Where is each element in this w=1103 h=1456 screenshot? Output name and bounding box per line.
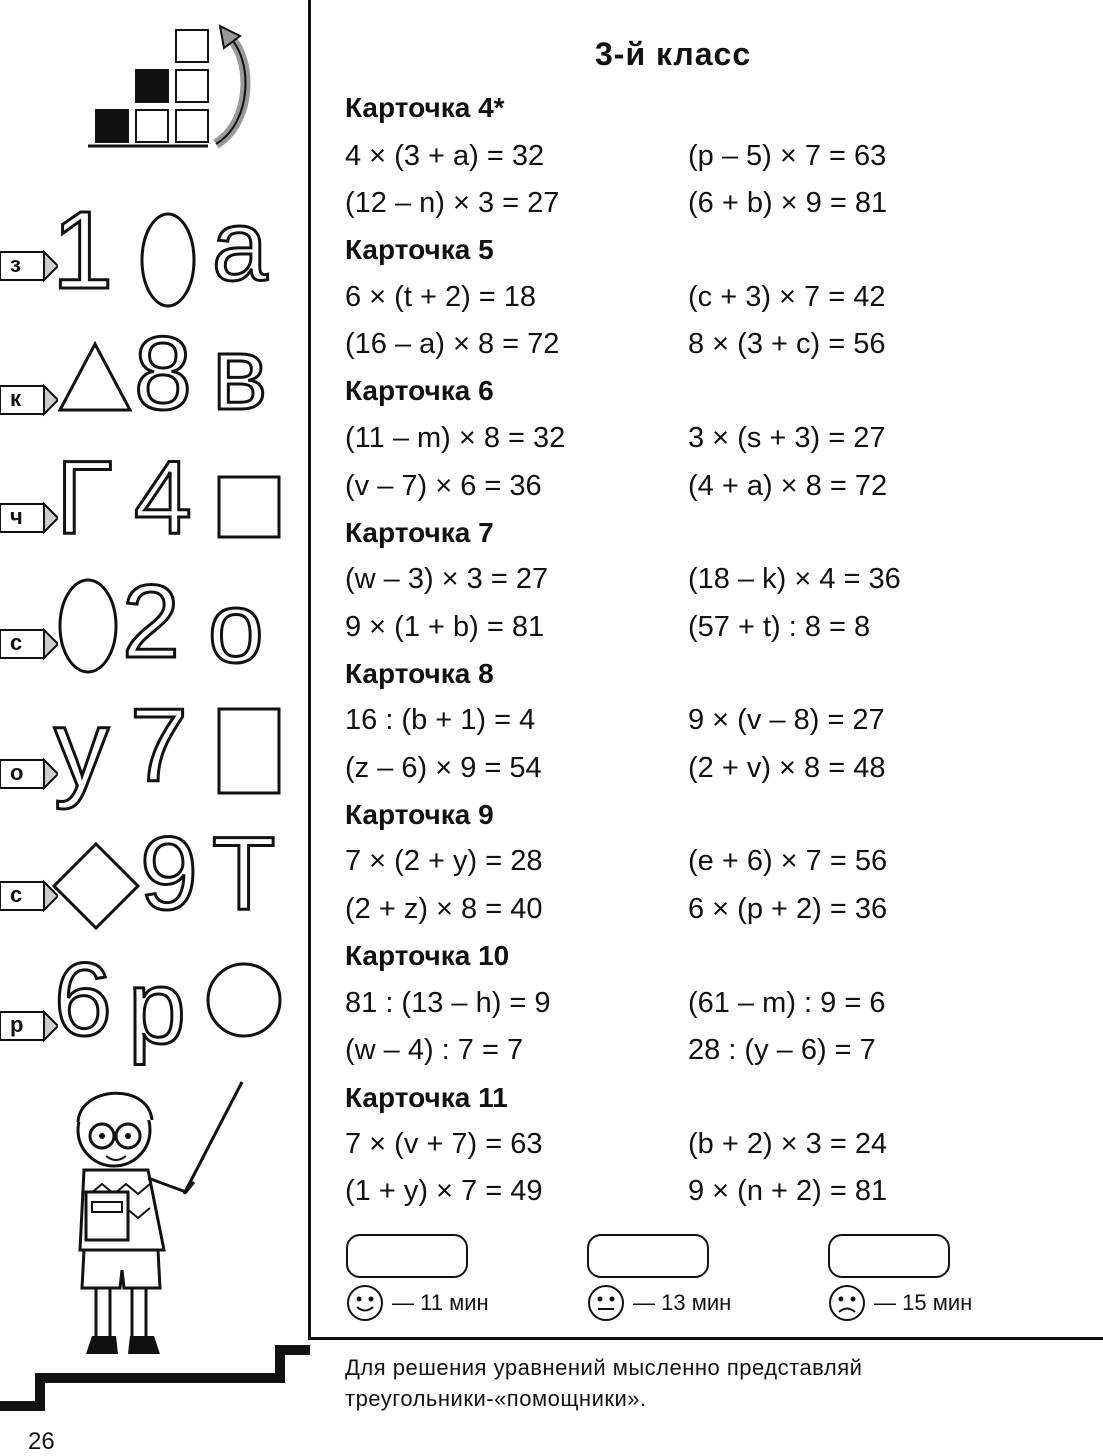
answer-box[interactable] [587,1234,709,1278]
outline-digit-7: 7 [130,688,188,804]
card-title: Карточка 8 [345,658,494,689]
equation: 9 × (1 + b) = 81 [345,611,545,643]
left-decorative-column [0,0,310,1454]
equation: (w – 3) × 3 = 27 [345,563,549,595]
equation: 81 : (13 – h) = 9 [345,987,551,1019]
card-title: Карточка 9 [345,799,494,830]
triangle-shape-icon [56,340,134,414]
equation: (c + 3) × 7 = 42 [688,281,886,313]
pencil-icon [0,626,58,662]
equation: 7 × (v + 7) = 63 [345,1128,543,1160]
page-title: 3-й класс [595,36,752,72]
card-title: Карточка 6 [345,375,494,406]
equation: (e + 6) × 7 = 56 [688,845,888,877]
equation: (57 + t) : 8 = 8 [688,611,871,643]
diamond-shape-icon [50,840,142,932]
equation: (b + 2) × 3 = 24 [688,1128,888,1160]
equation: 6 × (t + 2) = 18 [345,281,537,313]
pencil-icon [0,248,58,284]
equation: (4 + a) × 8 = 72 [688,470,888,502]
timer-label: — 13 мин [633,1290,732,1315]
equation: (2 + v) × 8 = 48 [688,752,886,784]
outline-letter-t: Т [212,816,276,932]
boy-teacher-illustration-icon [56,1074,256,1374]
equation: 28 : (y – 6) = 7 [688,1034,876,1066]
outline-letter-a: а [212,190,268,302]
outline-digit-1: 1 [52,189,114,312]
equation: (11 – m) × 8 = 32 [345,422,566,454]
equation: (v – 7) × 6 = 36 [345,470,542,502]
page-number: 26 [28,1428,55,1455]
outline-letter-u: у [54,687,109,810]
oval-shape-icon [138,210,198,310]
pencil-letter: ч [10,504,23,529]
square-shape-icon [216,474,282,540]
sad-face-icon [828,1284,866,1322]
outline-letter-g: Г [56,440,113,556]
equation: (p – 5) × 7 = 63 [688,140,887,172]
happy-face-icon [346,1284,384,1322]
pencil-letter: р [10,1012,24,1037]
footer-line: Для решения уравнений мысленно представляй [345,1355,863,1380]
equation: (61 – m) : 9 = 6 [688,987,886,1019]
equation: 9 × (n + 2) = 81 [688,1175,888,1207]
equation: 7 × (2 + y) = 28 [345,845,543,877]
equation: (w – 4) : 7 = 7 [345,1034,524,1066]
stair-steps-decoration [0,1336,312,1416]
footer-divider-horizontal [308,1337,1103,1340]
column-divider-vertical [308,0,311,1340]
equation: 6 × (p + 2) = 36 [688,893,888,925]
neutral-face-icon [587,1284,625,1322]
pencil-icon [0,756,58,792]
equation: (12 – n) × 3 = 27 [345,187,560,219]
equation: (1 + y) × 7 = 49 [345,1175,543,1207]
pencil-icon [0,382,58,418]
card-title: Карточка 11 [345,1082,508,1113]
stairs-blocks-logo-icon [88,22,258,152]
card-title: Карточка 5 [345,234,494,265]
equation: (z – 6) × 9 = 54 [345,752,542,784]
equation: (16 – a) × 8 = 72 [345,328,560,360]
pencil-letter: з [10,252,21,277]
outline-letter-o: о [208,572,264,684]
card-title: Карточка 4* [345,92,505,123]
oval-shape-icon [56,576,120,676]
timer-label: — 11 мин [392,1290,489,1315]
answer-box[interactable] [346,1234,468,1278]
equation: 16 : (b + 1) = 4 [345,704,536,736]
equation: (2 + z) × 8 = 40 [345,893,543,925]
pencil-letter: о [10,760,24,785]
footer-instruction [345,1352,862,1414]
pencil-icon [0,1008,58,1044]
card-title: Карточка 10 [345,940,510,971]
rectangle-shape-icon [216,706,282,796]
circle-shape-icon [204,960,284,1040]
equation: (6 + b) × 9 = 81 [688,187,888,219]
timer-label: — 15 мин [874,1290,973,1315]
pencil-letter: с [10,630,23,655]
outline-digit-8: 8 [134,316,192,432]
equation: 4 × (3 + a) = 32 [345,140,545,172]
equation: 3 × (s + 3) = 27 [688,422,886,454]
pencil-letter: к [10,386,22,411]
outline-digit-4: 4 [134,440,192,556]
card-title: Карточка 7 [345,517,494,548]
answer-box[interactable] [828,1234,950,1278]
outline-letter-r: р [128,950,186,1066]
outline-digit-9: 9 [140,816,198,932]
equation: 8 × (3 + c) = 56 [688,328,886,360]
outline-digit-6: 6 [54,942,112,1058]
pencil-icon [0,500,58,536]
footer-line: треугольники-«помощники». [345,1386,647,1411]
equation: 9 × (v – 8) = 27 [688,704,885,736]
outline-letter-v: в [212,316,268,432]
pencil-letter: с [10,882,23,907]
outline-digit-2: 2 [122,564,180,680]
equation: (18 – k) × 4 = 36 [688,563,901,595]
